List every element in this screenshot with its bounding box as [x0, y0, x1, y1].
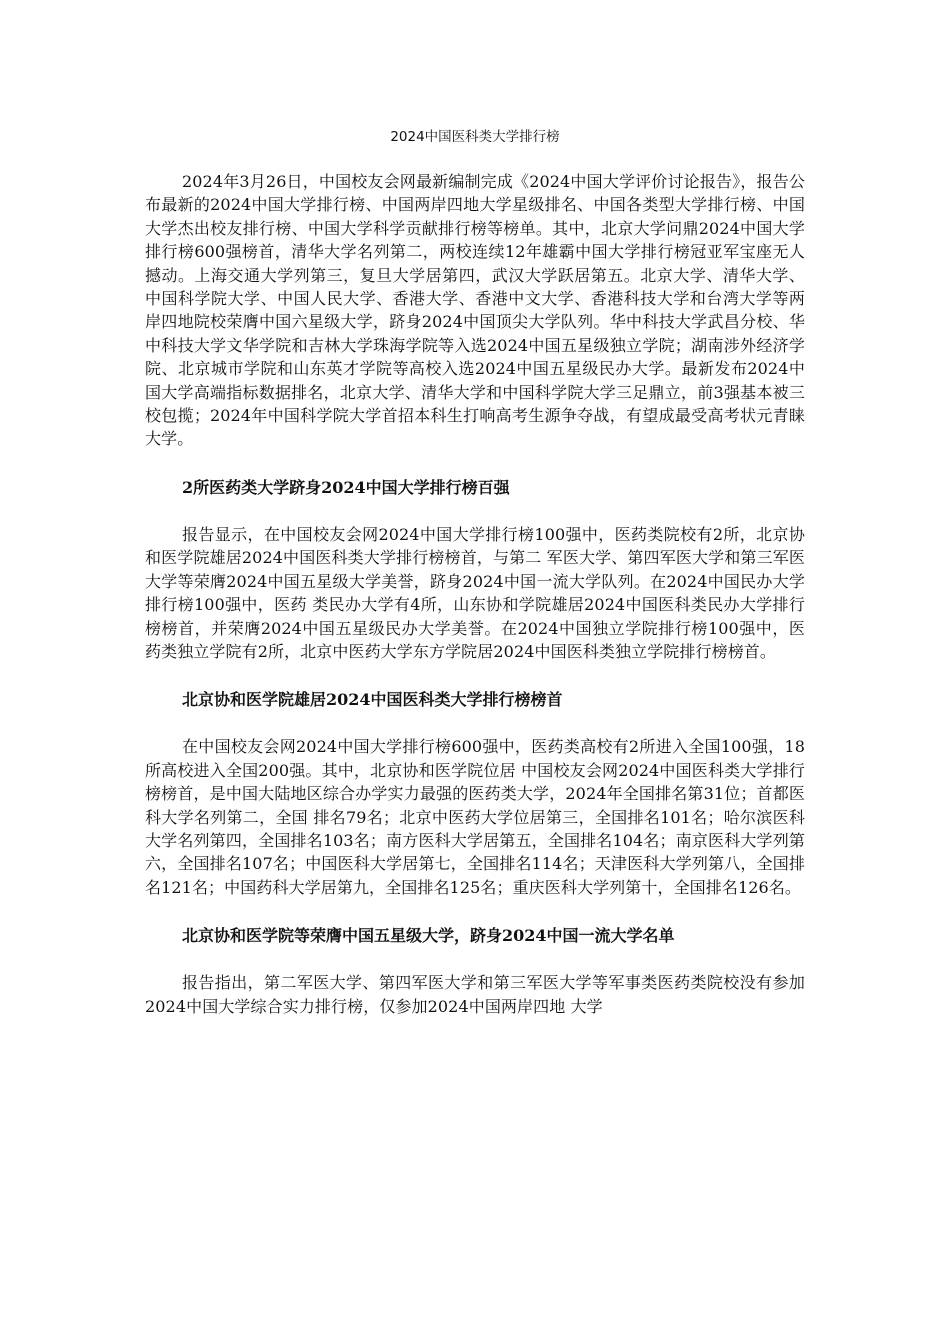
document-title: 2024中国医科类大学排行榜 [390, 129, 560, 145]
section-paragraph-five-star: 报告指出，第二军医大学、第四军医大学和第三军医大学等军事类医药类院校没有参加2024中国大学综合实力排行榜，仅参加2024中国两岸四地 大学 [145, 973, 805, 1016]
section-heading-pumc-first: 北京协和医学院雄居2024中国医科类大学排行榜榜首 [182, 690, 563, 710]
intro-paragraph: 2024年3月26日，中国校友会网最新编制完成《2024中国大学评价讨论报告》，报告公布最新的2024中国大学排行榜、中国两岸四地大学星级排名、中国各类型大学排行榜、中国大学杰出校友排行榜、中国大学科学贡献排行榜等榜单。其中，北京大学问鼎2024中国大学排行榜600强榜首，清华大学名列第二，两校连续12年雄霸中国大学排行榜冠亚军宝座无人撼动。上海交通大学列第三，复旦大学居第四，武汉大学跃居第五。北京大学、清华大学、中国科学院大学、中国人民大学、香港大学、香港中文大学、香港科技大学和台湾大学等两岸四地院校荣膺中国六星级大学，跻身2024中国顶尖大学队列。华中科技大学武昌分校、华中科技大学文华学院和吉林大学珠海学院等入选2024中国五星级独立学院；湖南涉外经济学院、北京城市学院和山东英才学院等高校入选2024中国五星级民办大学。最新发布2024中国大学高端指标数据排名，北京大学、清华大学和中国科学院大学三足鼎立，前3强基本被三校包揽；2024年中国科学院大学首招本科生打响高考生源争夺战，有望成最受高考状元青睐大学。 [145, 172, 805, 449]
section-paragraph-top100: 报告显示，在中国校友会网2024中国大学排行榜100强中，医药类院校有2所，北京协和医学院雄居2024中国医科类大学排行榜榜首，与第二 军医大学、第四军医大学和第三军医大学等荣膺2024中国五星级大学美誉，跻身2024中国一流大学队列。在2024中国民办大学排行榜100强中，医药 类民办大学有4所，山东协和学院雄居2024中国医科类民办大学排行榜榜首，并荣膺2024中国五星级民办大学美誉。在2024中国独立学院排行榜100强中，医药类独立学院有2所，北京中医药大学东方学院居2024中国医科类独立学院排行榜榜首。 [145, 524, 805, 661]
document-body [145, 170, 805, 1018]
section-heading-five-star: 北京协和医学院等荣膺中国五星级大学，跻身2024中国一流大学名单 [182, 926, 675, 946]
section-paragraph-pumc-first: 在中国校友会网2024中国大学排行榜600强中，医药类高校有2所进入全国100强，18所高校进入全国200强。其中，北京协和医学院位居 中国校友会网2024中国医科类大学排行榜榜首，是中国大陆地区综合办学实力最强的医药类大学，2024年全国排名第31位；首都医科大学名列第二，全国 排名79名；北京中医药大学位居第三，全国排名101名；哈尔滨医科大学名列第四，全国排名103名；南方医科大学居第五，全国排名104名；南京医科大学列第六，全国排名107名；中国医科大学居第七，全国排名114名；天津医科大学列第八，全国排名121名；中国药科大学居第九，全国排名125名；重庆医科大学列第十，全国排名126名。 [145, 737, 805, 897]
section-heading-top100: 2所医药类大学跻身2024中国大学排行榜百强 [182, 477, 510, 497]
